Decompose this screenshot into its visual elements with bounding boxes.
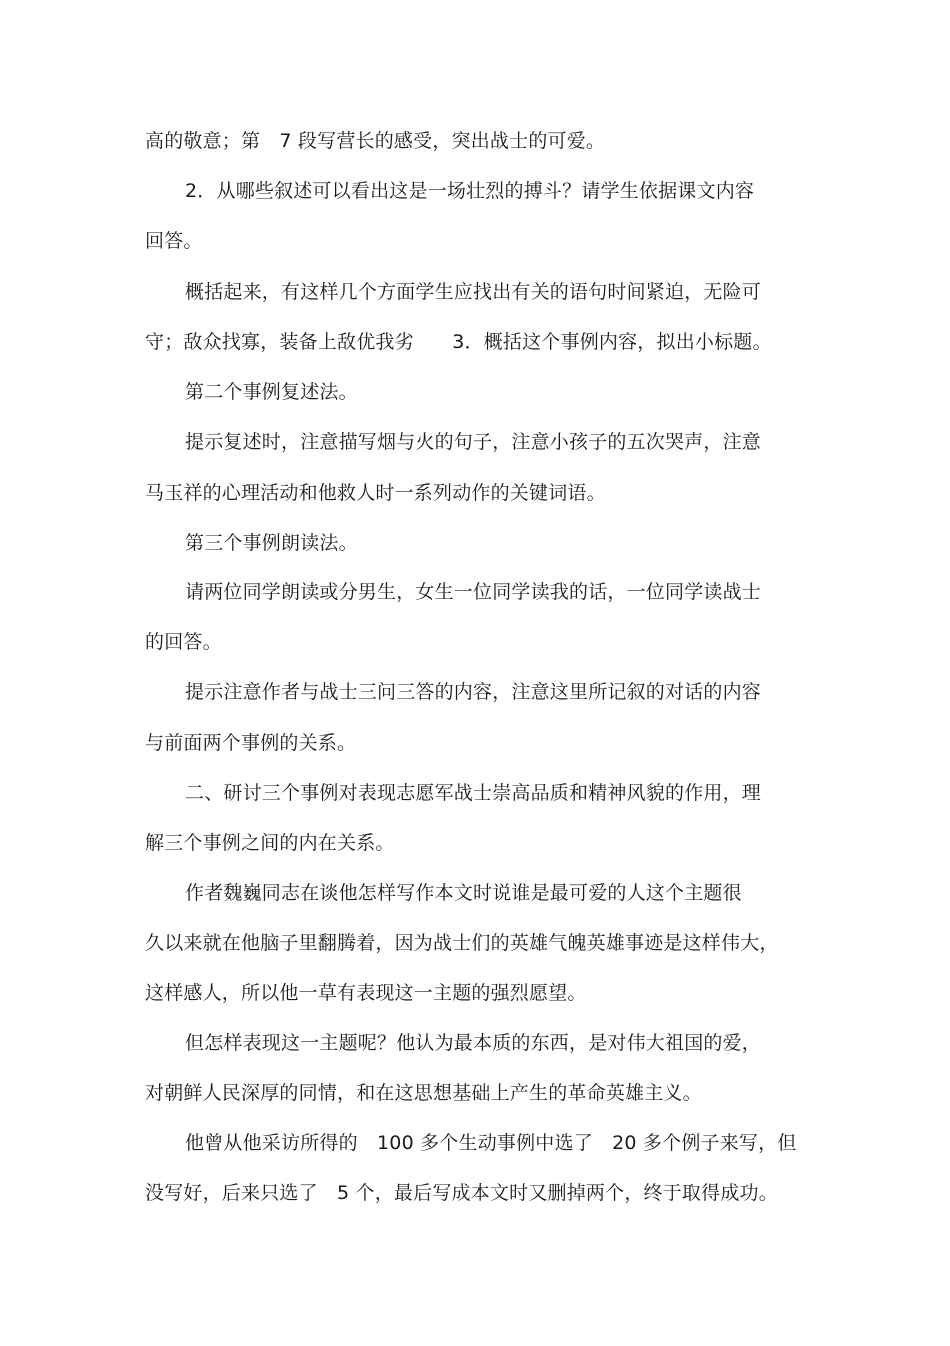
text-line: 第三个事例朗读法。 — [185, 532, 358, 554]
text-line: 提示注意作者与战士三问三答的内容，注意这里所记叙的对话的内容 — [185, 681, 762, 703]
text-line: 马玉祥的心理活动和他救人时一系列动作的关键词语。 — [145, 482, 606, 504]
text-line: 提示复述时，注意描写烟与火的句子，注意小孩子的五次哭声，注意 — [185, 431, 762, 453]
text-line: 解三个事例之间的内在关系。 — [145, 832, 395, 854]
text-line: 与前面两个事例的关系。 — [145, 732, 357, 754]
text-line: 二、研讨三个事例对表现志愿军战士崇高品质和精神风貌的作用，理 — [185, 782, 762, 804]
text-line: 的回答。 — [145, 631, 222, 653]
text-line: 他曾从他采访所得的 100 多个生动事例中选了 20 多个例子来写，但 — [185, 1132, 797, 1154]
text-line: 作者魏巍同志在谈他怎样写作本文时说谁是最可爱的人这个主题很 — [185, 882, 742, 904]
text-line: 没写好，后来只选了 5 个，最后写成本文时又删掉两个，终于取得成功。 — [145, 1182, 778, 1204]
text-line: 但怎样表现这一主题呢？他认为最本质的东西，是对伟大祖国的爱， — [185, 1032, 762, 1054]
text-line: 第二个事例复述法。 — [185, 381, 358, 403]
text-line: 回答。 — [145, 230, 203, 252]
text-line: 这样感人，所以他一草有表现这一主题的强烈愿望。 — [145, 982, 587, 1004]
text-line: 2．从哪些叙述可以看出这是一场壮烈的搏斗？请学生依据课文内容 — [185, 180, 755, 202]
text-line: 高的敬意；第 7 段写营长的感受，突出战士的可爱。 — [145, 130, 606, 152]
text-line: 守；敌众找寡，装备上敌优我劣 3．概括这个事例内容，拟出小标题。 — [145, 331, 772, 353]
text-line: 久以来就在他脑子里翻腾着，因为战士们的英雄气魄英雄事迹是这样伟大， — [145, 932, 779, 954]
text-line: 对朝鲜人民深厚的同情，和在这思想基础上产生的革命英雄主义。 — [145, 1082, 702, 1104]
text-line: 请两位同学朗读或分男生，女生一位同学读我的话，一位同学读战士 — [185, 581, 762, 603]
text-line: 概括起来，有这样几个方面学生应找出有关的语句时间紧迫，无险可 — [185, 281, 762, 303]
